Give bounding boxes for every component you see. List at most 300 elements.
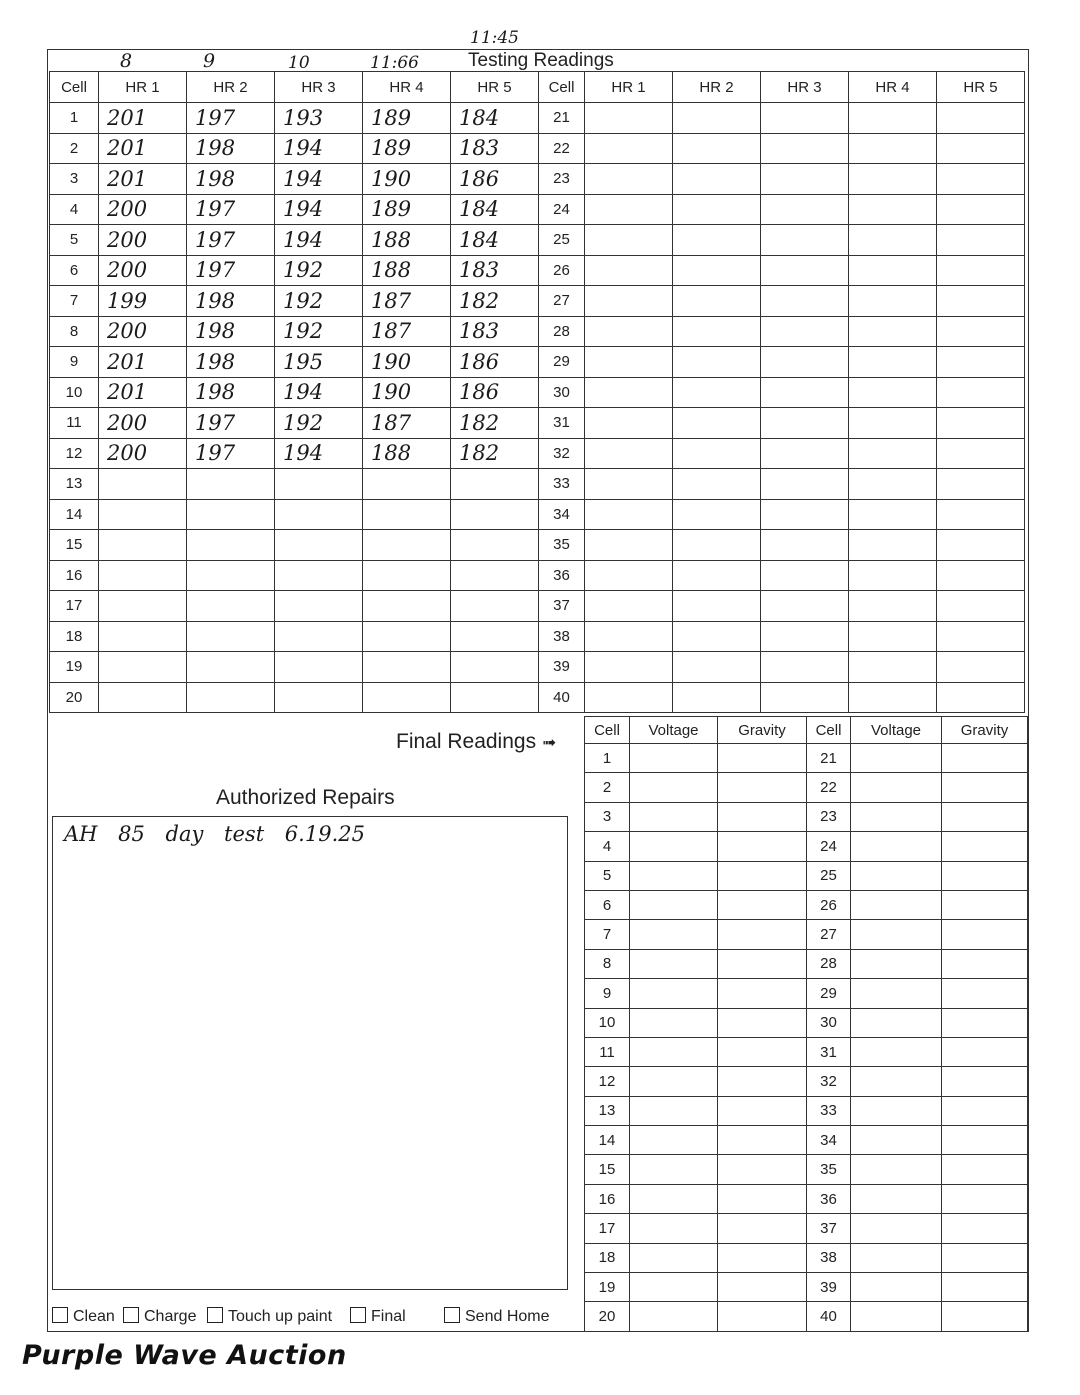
checkbox-box[interactable] [52,1307,68,1323]
reading-cell[interactable]: 197 [187,438,275,469]
voltage-cell[interactable] [851,1184,942,1213]
gravity-cell[interactable] [718,1126,807,1155]
voltage-cell[interactable] [851,1096,942,1125]
table-row [50,103,1025,134]
reading-cell[interactable]: 201 [99,164,187,195]
table-row [585,802,1028,831]
reading-cell[interactable] [761,194,849,225]
reading-cell[interactable] [761,682,849,713]
reading-cell[interactable] [937,652,1025,683]
reading-cell[interactable] [761,560,849,591]
reading-cell[interactable] [761,347,849,378]
gravity-cell[interactable] [942,1067,1028,1096]
reading-cell[interactable]: 188 [363,225,451,256]
reading-cell[interactable] [849,255,937,286]
voltage-cell[interactable] [630,1184,718,1213]
reading-cell[interactable] [99,591,187,622]
voltage-cell[interactable] [851,802,942,831]
reading-cell[interactable]: 200 [99,438,187,469]
reading-cell[interactable]: 193 [275,103,363,134]
reading-cell[interactable]: 184 [451,103,539,134]
voltage-cell[interactable] [630,773,718,802]
reading-cell[interactable] [585,164,673,195]
reading-cell[interactable] [363,560,451,591]
reading-cell[interactable]: 200 [99,225,187,256]
reading-cell[interactable] [761,591,849,622]
reading-cell[interactable] [585,469,673,500]
reading-cell[interactable]: 200 [99,194,187,225]
reading-cell[interactable] [187,530,275,561]
reading-cell[interactable]: 197 [187,408,275,439]
reading-cell[interactable] [99,469,187,500]
reading-cell[interactable] [849,347,937,378]
reading-cell[interactable] [673,652,761,683]
gravity-cell[interactable] [718,1273,807,1302]
reading-cell[interactable] [673,103,761,134]
reading-cell[interactable] [187,682,275,713]
reading-cell[interactable] [673,682,761,713]
reading-cell[interactable]: 182 [451,286,539,317]
cell-number: 32 [807,1067,851,1096]
reading-cell[interactable] [673,286,761,317]
reading-cell[interactable] [849,164,937,195]
reading-cell[interactable] [673,499,761,530]
gravity-cell[interactable] [942,1155,1028,1184]
reading-cell[interactable] [673,164,761,195]
reading-cell[interactable]: 197 [187,103,275,134]
voltage-cell[interactable] [630,1126,718,1155]
gravity-cell[interactable] [942,1037,1028,1066]
reading-cell[interactable] [275,621,363,652]
reading-cell[interactable] [673,255,761,286]
reading-cell[interactable] [673,438,761,469]
reading-cell[interactable] [937,530,1025,561]
reading-cell[interactable]: 189 [363,103,451,134]
reading-cell[interactable] [673,225,761,256]
reading-cell[interactable] [849,377,937,408]
reading-cell[interactable] [363,469,451,500]
reading-cell[interactable] [849,682,937,713]
reading-cell[interactable] [363,652,451,683]
checkbox-box[interactable] [350,1307,366,1323]
reading-cell[interactable] [937,682,1025,713]
reading-cell[interactable]: 198 [187,377,275,408]
voltage-cell[interactable] [630,744,718,773]
voltage-cell[interactable] [630,1155,718,1184]
reading-cell[interactable] [849,225,937,256]
gravity-cell[interactable] [718,861,807,890]
gravity-cell[interactable] [718,1008,807,1037]
reading-cell[interactable] [937,225,1025,256]
gravity-cell[interactable] [942,861,1028,890]
reading-cell[interactable] [363,621,451,652]
reading-cell[interactable] [937,194,1025,225]
reading-cell[interactable] [849,408,937,439]
reading-cell[interactable] [761,469,849,500]
reading-cell[interactable] [187,591,275,622]
voltage-cell[interactable] [630,832,718,861]
checkbox-send-home[interactable] [444,1307,550,1326]
reading-cell[interactable] [451,652,539,683]
checkbox-final[interactable] [350,1307,406,1326]
voltage-cell[interactable] [851,1155,942,1184]
voltage-cell[interactable] [851,1008,942,1037]
voltage-cell[interactable] [851,979,942,1008]
reading-cell[interactable]: 201 [99,103,187,134]
voltage-cell[interactable] [630,802,718,831]
reading-cell[interactable] [275,560,363,591]
voltage-cell[interactable] [851,861,942,890]
reading-cell[interactable] [937,255,1025,286]
reading-cell[interactable] [585,133,673,164]
reading-cell[interactable] [849,530,937,561]
reading-cell[interactable] [275,591,363,622]
reading-cell[interactable] [937,164,1025,195]
column-header: HR 4 [363,72,451,103]
voltage-cell[interactable] [630,1302,718,1331]
reading-cell[interactable] [363,499,451,530]
reading-cell[interactable] [363,530,451,561]
reading-cell[interactable]: 190 [363,347,451,378]
reading-cell[interactable] [761,164,849,195]
reading-cell[interactable]: 186 [451,164,539,195]
voltage-cell[interactable] [851,949,942,978]
reading-cell[interactable] [761,530,849,561]
reading-cell[interactable] [187,560,275,591]
voltage-cell[interactable] [851,1302,942,1331]
voltage-cell[interactable] [630,1214,718,1243]
reading-cell[interactable] [761,377,849,408]
voltage-cell[interactable] [851,1273,942,1302]
reading-cell[interactable]: 200 [99,255,187,286]
reading-cell[interactable] [761,499,849,530]
gravity-cell[interactable] [942,1184,1028,1213]
reading-cell[interactable] [761,133,849,164]
gravity-cell[interactable] [718,1243,807,1272]
reading-cell[interactable] [585,194,673,225]
reading-cell[interactable] [585,225,673,256]
reading-cell[interactable]: 182 [451,408,539,439]
gravity-cell[interactable] [942,1273,1028,1302]
reading-cell[interactable] [849,103,937,134]
gravity-cell[interactable] [718,1214,807,1243]
reading-cell[interactable]: 199 [99,286,187,317]
reading-cell[interactable] [585,377,673,408]
checkbox-charge[interactable] [123,1307,196,1326]
reading-cell[interactable] [275,652,363,683]
reading-cell[interactable] [451,621,539,652]
voltage-cell[interactable] [851,744,942,773]
reading-cell[interactable] [451,469,539,500]
reading-cell[interactable] [585,438,673,469]
reading-cell[interactable] [761,408,849,439]
reading-cell[interactable] [937,591,1025,622]
reading-cell[interactable] [937,560,1025,591]
reading-cell[interactable]: 186 [451,377,539,408]
checkbox-touch-up-paint[interactable] [207,1307,332,1326]
reading-cell[interactable] [673,347,761,378]
reading-cell[interactable]: 189 [363,133,451,164]
reading-cell[interactable] [585,316,673,347]
voltage-cell[interactable] [630,861,718,890]
voltage-cell[interactable] [630,949,718,978]
reading-cell[interactable] [451,530,539,561]
reading-cell[interactable] [585,621,673,652]
gravity-cell[interactable] [718,949,807,978]
reading-cell[interactable]: 198 [187,316,275,347]
reading-cell[interactable] [849,469,937,500]
checkbox-box[interactable] [123,1307,139,1323]
reading-cell[interactable]: 184 [451,194,539,225]
voltage-cell[interactable] [630,890,718,919]
reading-cell[interactable] [849,438,937,469]
reading-cell[interactable]: 194 [275,194,363,225]
gravity-cell[interactable] [718,1037,807,1066]
gravity-cell[interactable] [718,920,807,949]
cell-number: 33 [807,1096,851,1125]
reading-cell[interactable] [275,682,363,713]
reading-cell[interactable]: 194 [275,225,363,256]
reading-cell[interactable] [849,133,937,164]
checkbox-box[interactable] [444,1307,460,1323]
reading-cell[interactable] [761,103,849,134]
reading-cell[interactable] [99,499,187,530]
reading-cell[interactable] [585,255,673,286]
reading-cell[interactable]: 194 [275,377,363,408]
reading-cell[interactable] [673,316,761,347]
gravity-cell[interactable] [942,1126,1028,1155]
reading-cell[interactable] [99,652,187,683]
reading-cell[interactable] [275,469,363,500]
cell-number: 16 [50,560,99,591]
reading-cell[interactable] [937,133,1025,164]
reading-cell[interactable] [937,286,1025,317]
reading-cell[interactable] [585,286,673,317]
voltage-cell[interactable] [851,1067,942,1096]
reading-cell[interactable] [275,499,363,530]
reading-cell[interactable] [673,377,761,408]
reading-cell[interactable] [849,499,937,530]
voltage-cell[interactable] [851,920,942,949]
reading-cell[interactable] [585,530,673,561]
gravity-cell[interactable] [942,1243,1028,1272]
reading-cell[interactable] [937,621,1025,652]
reading-cell[interactable] [937,316,1025,347]
gravity-cell[interactable] [718,1184,807,1213]
reading-cell[interactable] [761,225,849,256]
voltage-cell[interactable] [630,1243,718,1272]
reading-cell[interactable] [451,499,539,530]
gravity-cell[interactable] [942,949,1028,978]
voltage-cell[interactable] [851,832,942,861]
gravity-cell[interactable] [942,773,1028,802]
cell-number: 35 [807,1155,851,1184]
reading-cell[interactable] [99,560,187,591]
reading-cell[interactable]: 198 [187,133,275,164]
reading-cell[interactable] [275,530,363,561]
gravity-cell[interactable] [718,1302,807,1331]
reading-cell[interactable] [937,103,1025,134]
reading-cell[interactable] [937,499,1025,530]
reading-cell[interactable] [585,591,673,622]
voltage-cell[interactable] [851,1126,942,1155]
reading-cell[interactable] [761,652,849,683]
cell-number: 38 [807,1243,851,1272]
reading-cell[interactable] [187,621,275,652]
reading-cell[interactable]: 187 [363,316,451,347]
reading-cell[interactable] [849,316,937,347]
reading-cell[interactable] [585,560,673,591]
reading-cell[interactable] [937,377,1025,408]
reading-cell[interactable]: 192 [275,255,363,286]
checkbox-box[interactable] [207,1307,223,1323]
voltage-cell[interactable] [851,773,942,802]
reading-cell[interactable] [849,591,937,622]
reading-cell[interactable] [849,194,937,225]
reading-cell[interactable] [585,347,673,378]
reading-cell[interactable] [673,621,761,652]
voltage-cell[interactable] [630,1067,718,1096]
voltage-cell[interactable] [630,1037,718,1066]
reading-cell[interactable] [673,560,761,591]
gravity-cell[interactable] [942,920,1028,949]
reading-cell[interactable] [849,621,937,652]
reading-cell[interactable] [761,438,849,469]
gravity-cell[interactable] [718,832,807,861]
reading-cell[interactable]: 201 [99,347,187,378]
reading-cell[interactable] [99,621,187,652]
reading-cell[interactable]: 194 [275,438,363,469]
reading-cell[interactable] [187,469,275,500]
reading-cell[interactable] [99,530,187,561]
reading-cell[interactable] [363,682,451,713]
reading-cell[interactable] [585,682,673,713]
reading-cell[interactable] [937,469,1025,500]
reading-cell[interactable]: 190 [363,164,451,195]
reading-cell[interactable]: 183 [451,255,539,286]
reading-cell[interactable] [673,591,761,622]
gravity-cell[interactable] [718,979,807,1008]
gravity-cell[interactable] [942,802,1028,831]
reading-cell[interactable]: 188 [363,438,451,469]
reading-cell[interactable] [849,560,937,591]
reading-cell[interactable] [363,591,451,622]
voltage-cell[interactable] [851,890,942,919]
reading-cell[interactable]: 183 [451,316,539,347]
gravity-cell[interactable] [942,744,1028,773]
reading-cell[interactable] [937,438,1025,469]
reading-cell[interactable] [673,530,761,561]
reading-cell[interactable] [585,499,673,530]
reading-cell[interactable]: 184 [451,225,539,256]
reading-cell[interactable]: 189 [363,194,451,225]
gravity-cell[interactable] [718,773,807,802]
voltage-cell[interactable] [851,1214,942,1243]
gravity-cell[interactable] [718,890,807,919]
gravity-cell[interactable] [942,1302,1028,1331]
reading-cell[interactable]: 192 [275,408,363,439]
gravity-cell[interactable] [942,979,1028,1008]
gravity-cell[interactable] [942,1008,1028,1037]
reading-cell[interactable]: 186 [451,347,539,378]
reading-cell[interactable]: 192 [275,286,363,317]
reading-cell[interactable] [761,255,849,286]
voltage-cell[interactable] [630,1008,718,1037]
gravity-cell[interactable] [942,890,1028,919]
voltage-cell[interactable] [630,920,718,949]
voltage-cell[interactable] [630,1096,718,1125]
gravity-cell[interactable] [942,832,1028,861]
voltage-cell[interactable] [630,1273,718,1302]
gravity-cell[interactable] [718,802,807,831]
reading-cell[interactable]: 198 [187,347,275,378]
reading-cell[interactable] [585,652,673,683]
reading-cell[interactable]: 187 [363,408,451,439]
reading-cell[interactable] [99,682,187,713]
gravity-cell[interactable] [718,1096,807,1125]
reading-cell[interactable]: 200 [99,408,187,439]
reading-cell[interactable] [451,591,539,622]
cell-number: 36 [539,560,585,591]
voltage-cell[interactable] [630,979,718,1008]
reading-cell[interactable] [451,682,539,713]
reading-cell[interactable]: 197 [187,255,275,286]
reading-cell[interactable]: 188 [363,255,451,286]
reading-cell[interactable] [187,499,275,530]
reading-cell[interactable]: 201 [99,377,187,408]
reading-cell[interactable]: 194 [275,133,363,164]
reading-cell[interactable]: 198 [187,164,275,195]
reading-cell[interactable] [937,347,1025,378]
reading-cell[interactable]: 187 [363,286,451,317]
reading-cell[interactable] [673,408,761,439]
reading-cell[interactable]: 197 [187,194,275,225]
reading-cell[interactable]: 182 [451,438,539,469]
reading-cell[interactable]: 183 [451,133,539,164]
reading-cell[interactable]: 192 [275,316,363,347]
voltage-cell[interactable] [851,1243,942,1272]
reading-cell[interactable] [937,408,1025,439]
gravity-cell[interactable] [942,1214,1028,1243]
reading-cell[interactable] [761,316,849,347]
gravity-cell[interactable] [942,1096,1028,1125]
voltage-cell[interactable] [851,1037,942,1066]
reading-cell[interactable]: 190 [363,377,451,408]
reading-cell[interactable] [673,133,761,164]
reading-cell[interactable]: 197 [187,225,275,256]
reading-cell[interactable] [187,652,275,683]
reading-cell[interactable]: 194 [275,164,363,195]
reading-cell[interactable] [585,103,673,134]
reading-cell[interactable] [673,194,761,225]
table-row [585,890,1028,919]
reading-cell[interactable] [761,286,849,317]
gravity-cell[interactable] [718,1155,807,1184]
reading-cell[interactable] [761,621,849,652]
gravity-cell[interactable] [718,1067,807,1096]
reading-cell[interactable] [849,286,937,317]
reading-cell[interactable]: 195 [275,347,363,378]
checkbox-clean[interactable] [52,1307,115,1326]
reading-cell[interactable]: 198 [187,286,275,317]
reading-cell[interactable] [673,469,761,500]
reading-cell[interactable]: 200 [99,316,187,347]
reading-cell[interactable] [451,560,539,591]
reading-cell[interactable] [585,408,673,439]
gravity-cell[interactable] [718,744,807,773]
reading-cell[interactable]: 201 [99,133,187,164]
reading-cell[interactable] [849,652,937,683]
